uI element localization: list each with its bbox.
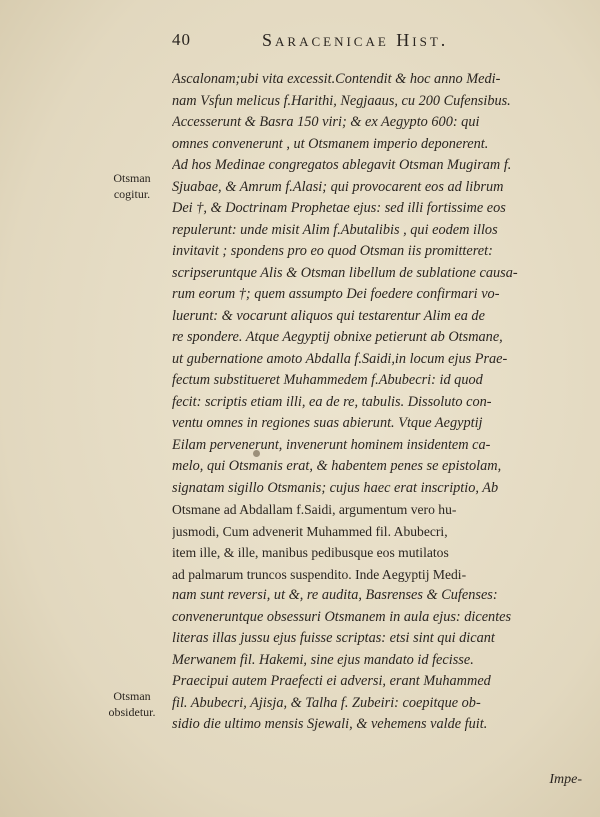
margin-note: Otsman obsidetur.: [108, 689, 156, 719]
text-line: repulerunt: unde misit Alim f.Abutalibis , qui eodem illos: [172, 221, 498, 238]
text-line: rum eorum †; quem assumpto Dei foedere confirmari vo-: [172, 286, 500, 302]
text-line: scripseruntque Alis & Otsman libellum de sublatione causa-: [172, 264, 518, 281]
text-line: sidio die ultimo mensis Sjewali, & vehemens valde fuit.: [172, 716, 488, 732]
text-line: signatam sigillo Otsmanis; cujus haec erat inscriptio, Ab: [172, 479, 499, 496]
text-line: melo, qui Otsmanis erat, & habentem penes se epistolam,: [172, 458, 502, 474]
text-line: fecit: scriptis etiam illi, ea de re, tabulis. Dissoluto con-: [172, 393, 492, 410]
text-line: ad palmarum truncos suspendito. Inde Aegyptij Medi-: [172, 566, 467, 582]
text-line: nam Vsfun melicus f.Harithi, Negjaaus, cu 200 Cufensibus.: [172, 92, 511, 109]
text-line: Merwanem fil. Hakemi, sine ejus mandato id fecisse.: [172, 651, 474, 668]
text-line: Ad hos Medinae congregatos ablegavit Otsman Mugiram f.: [172, 157, 512, 173]
text-line: re spondere. Atque Aegyptij obnixe petierunt ab Otsmane,: [172, 329, 503, 345]
text-line: fectum substitueret Muhammedem f.Abubecri: id quod: [172, 372, 483, 388]
text-line: conveneruntque obsessuri Otsmanem in aula ejus: dicentes: [172, 608, 512, 625]
text-line: luerunt: & vocarunt aliquos qui testarentur Alim ea de: [172, 307, 485, 324]
text-line: fil. Abubecri, Ajisja, & Talha f. Zubeiri: coepitque ob-: [172, 694, 481, 711]
text-line: Dei †, & Doctrinam Prophetae ejus: sed illi fortissime eos: [172, 200, 506, 216]
body-text: [172, 69, 590, 736]
text-line: Ascalonam;ubi vita excessit.Contendit & hoc anno Medi-: [172, 71, 501, 87]
text-line: ventu omnes in regiones suas abierunt. Vtque Aegyptij: [172, 415, 483, 431]
text-line: literas illas jussu ejus fuisse scriptas: etsi sint qui dicant: [172, 630, 495, 646]
text-line: Eilam pervenerunt, invenerunt hominem insidentem ca-: [172, 436, 491, 453]
running-title: Saracenicae Hist.: [262, 30, 449, 50]
catchword: Impe-: [549, 772, 582, 787]
text-line: invitavit ; spondens pro eo quod Otsman iis promitteret:: [172, 243, 493, 259]
text-line: nam sunt reversi, ut &, re audita, Basrenses & Cufenses:: [172, 587, 498, 603]
text-line: Praecipui autem Praefecti ei adversi, erant Muhammed: [172, 673, 491, 689]
text-line: Accesserunt & Basra 150 viri; & ex Aegypto 600: qui: [172, 114, 480, 130]
text-line: item ille, & ille, manibus pedibusque eos mutilatos: [172, 545, 449, 560]
text-line: Otsmane ad Abdallam f.Saidi, argumentum vero hu-: [172, 502, 457, 517]
text-line: Sjuabae, & Amrum f.Alasi; qui provocarent eos ad librum: [172, 178, 504, 195]
text-line: ut gubernatione amoto Abdalla f.Saidi,in locum ejus Prae-: [172, 350, 508, 367]
text-line: omnes convenerunt , ut Otsmanem imperio deponerent.: [172, 135, 489, 152]
text-line: jusmodi, Cum advenerit Muhammed fil. Abubecri,: [172, 523, 448, 539]
margin-note: Otsman cogitur.: [113, 171, 151, 201]
page-header: [172, 30, 590, 56]
page-number: 40: [172, 30, 191, 49]
